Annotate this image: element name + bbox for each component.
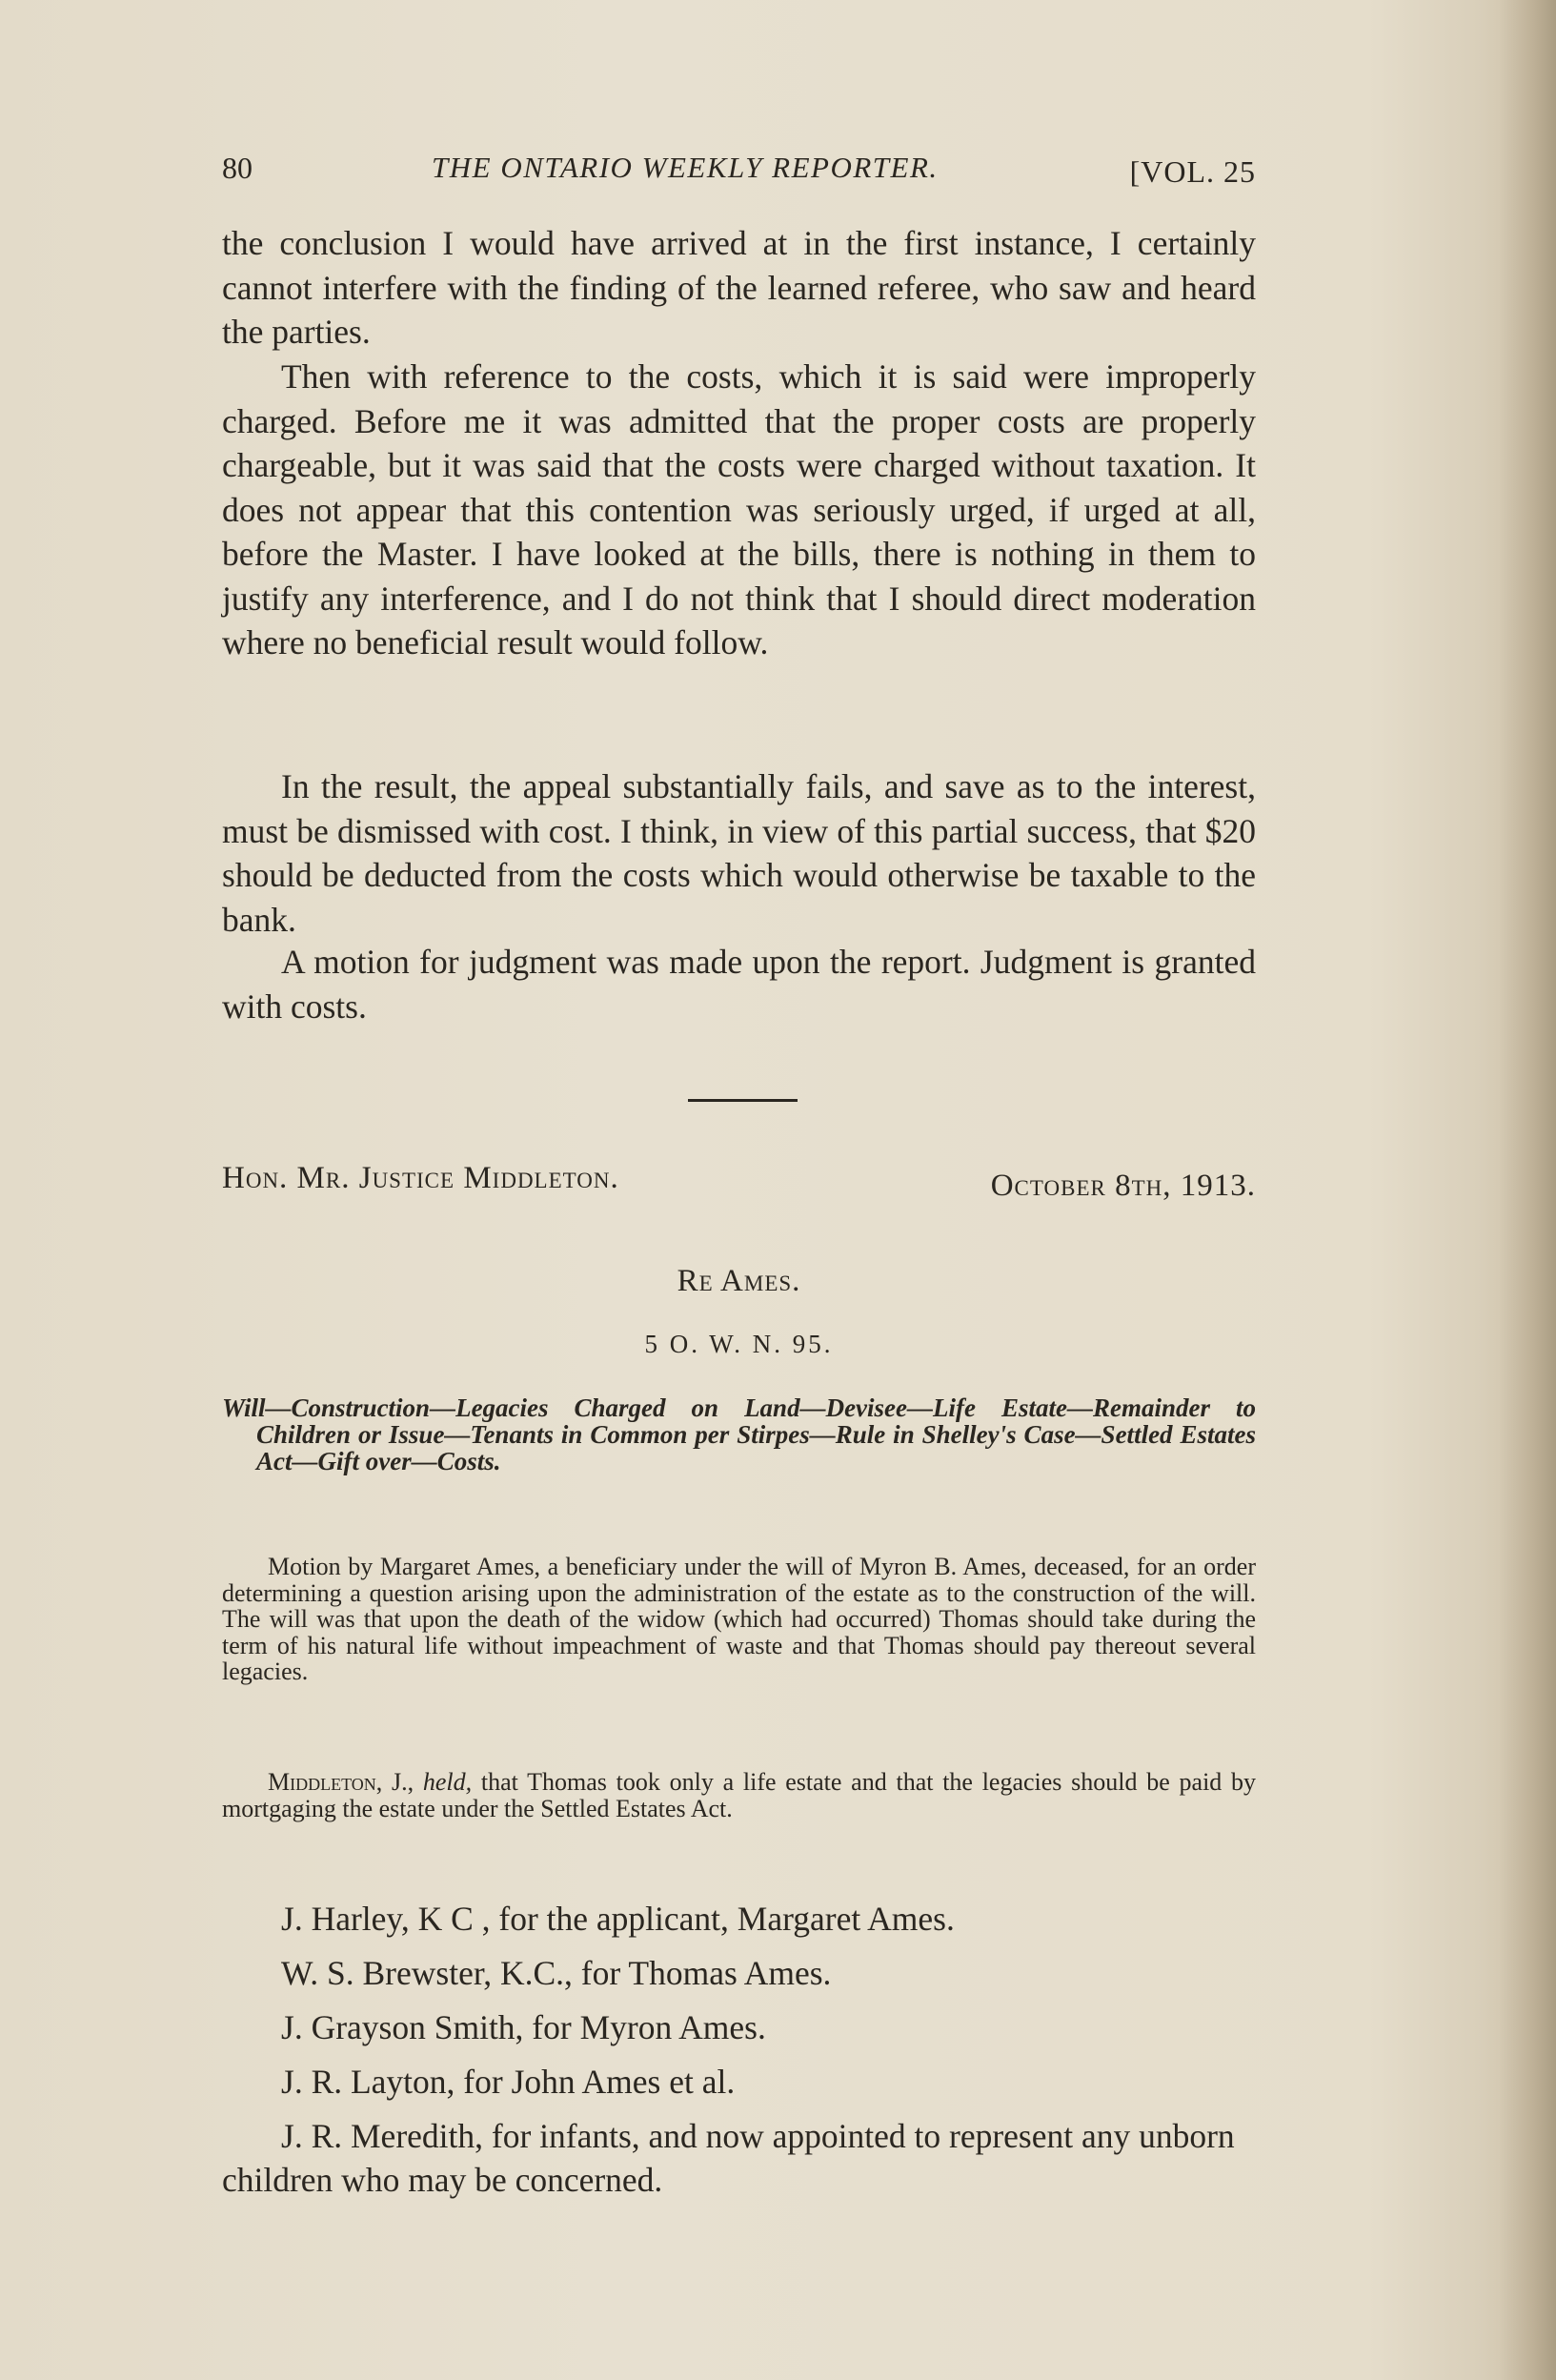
counsel-line: J. Grayson Smith, for Myron Ames.: [281, 2008, 766, 2046]
paragraph-continuation: the conclusion I would have arrived at in the first instance, I certainly cannot interfere with the finding of the learned referee, who saw and heard the parties.: [222, 224, 1256, 351]
holding-text: that Thomas took only a life estate and that the legacies should be paid by mortgaging the estate under the Settled Estates Act.: [222, 1768, 1257, 1822]
headnote-catchwords: Will—Construction—Legacies Charged on Land—Devisee—Life Estate—Remainder to Children or Issue—Tenants in Common per Stirpes—Rule in Shelley's Case—Settled Estates Act—Gift over—Costs.: [222, 1393, 1256, 1475]
running-title: THE ONTARIO WEEKLY REPORTER.: [432, 151, 939, 184]
case-citation: 5 O. W. N. 95.: [644, 1330, 834, 1358]
holding-judge: Middleton, J.,: [268, 1768, 414, 1796]
judge-date-line: [222, 1161, 1256, 1207]
page-number: 80: [222, 151, 253, 185]
counsel-line: J. R. Meredith, for infants, and now appointed to represent any unborn children who may be concerned.: [222, 2117, 1235, 2199]
page-header: [222, 151, 1256, 198]
judge-name: Hon. Mr. Justice Middleton.: [222, 1161, 619, 1195]
case-holding: [222, 1769, 1256, 1821]
case-title: Re Ames.: [677, 1264, 801, 1298]
decision-date: October 8th, 1913.: [990, 1169, 1256, 1203]
paragraph-costs: Then with reference to the costs, which it is said were improperly charged. Before me it was admitted that the proper costs are properly chargeable, but it was said that the costs were charged without taxation. It does not appear that this contention was seriously urged, if urged at all, before the Master. I have looked at the bills, there is nothing in them to justify any interference, and I do not think that I should direct moderation where no beneficial result would follow.: [222, 357, 1256, 661]
paragraph-judgment: A motion for judgment was made upon the report. Judgment is granted with costs.: [222, 943, 1256, 1026]
counsel-line: J. R. Layton, for John Ames et al.: [281, 2063, 736, 2101]
volume-label: [VOL. 25: [1129, 154, 1256, 189]
section-divider: [688, 1099, 798, 1102]
counsel-line: J. Harley, K C , for the applicant, Margaret Ames.: [281, 1900, 955, 1938]
page-edge-shadow: [1499, 0, 1556, 2380]
counsel-line: W. S. Brewster, K.C., for Thomas Ames.: [281, 1954, 832, 1992]
holding-held: held,: [422, 1768, 473, 1796]
paragraph-result: In the result, the appeal substantially fails, and save as to the interest, must be dismissed with cost. I think, in view of this partial success, that $20 should be deducted from the costs which would otherwise be taxable to the bank.: [222, 767, 1256, 939]
case-summary: Motion by Margaret Ames, a beneficiary under the will of Myron B. Ames, deceased, for an order determining a question arising upon the administration of the estate as to the construction of the will. The will was that upon the death of the widow (which had occurred) Thomas should take during the term of his natural life without impeachment of waste and that Thomas should pay thereout several legacies.: [222, 1553, 1256, 1685]
